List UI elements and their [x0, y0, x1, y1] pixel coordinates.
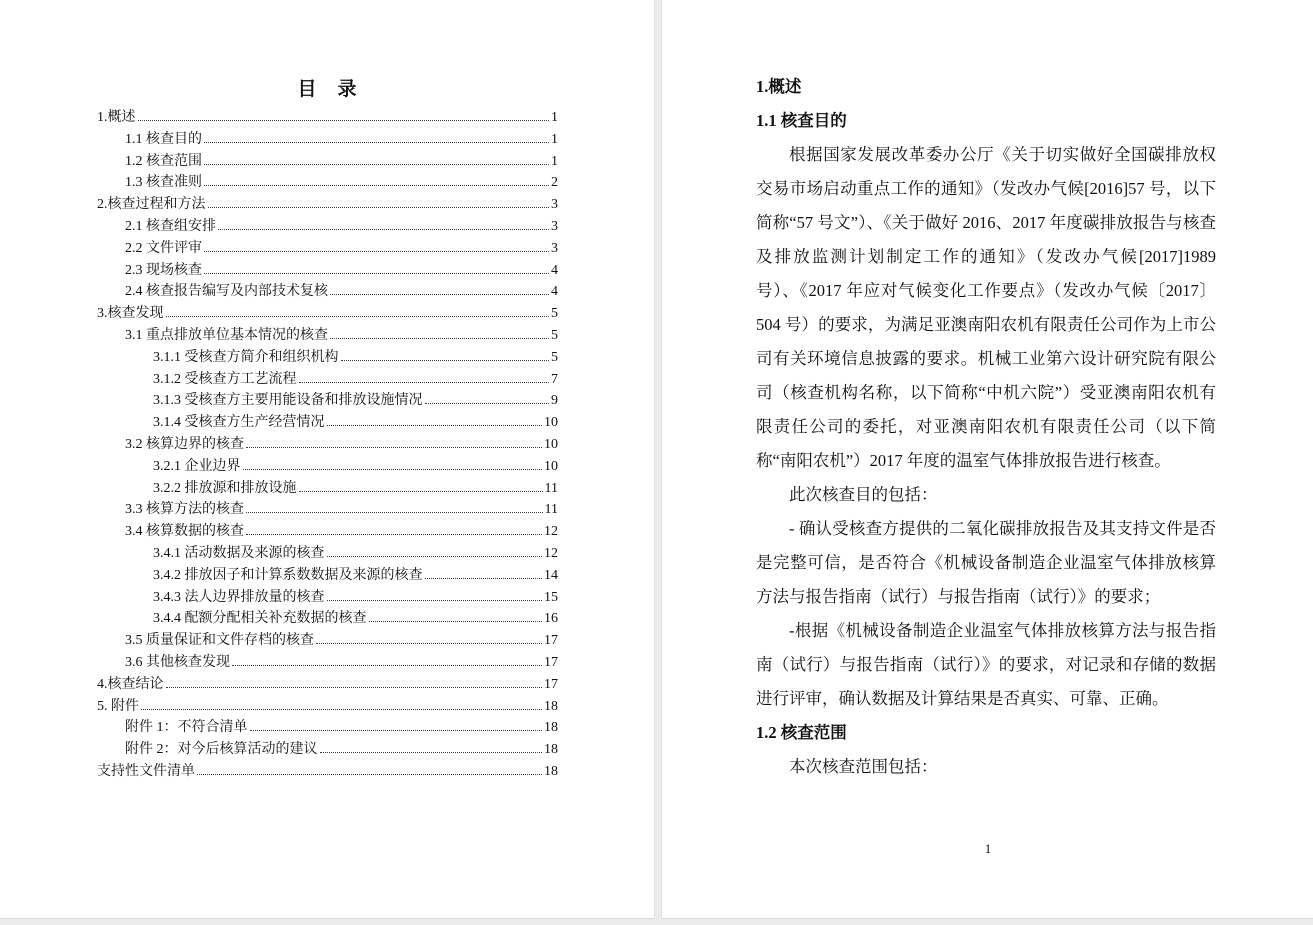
toc-dot-leader: [327, 425, 543, 426]
toc-dot-leader: [341, 360, 550, 361]
toc-dot-leader: [425, 403, 550, 404]
toc-entry-label: 3.1.3 受核查方主要用能设备和排放设施情况: [153, 393, 423, 409]
toc-entry-label: 3.核查发现: [97, 306, 164, 322]
toc-dot-leader: [369, 621, 543, 622]
toc-entry[interactable]: [97, 717, 558, 739]
table-of-contents: [97, 78, 558, 783]
toc-entry-label: 附件 2：对今后核算活动的建议: [125, 742, 318, 758]
page-number-footer: 1: [984, 841, 992, 856]
toc-dot-leader: [246, 512, 543, 513]
toc-dot-leader: [141, 709, 542, 710]
toc-dot-leader: [138, 120, 550, 121]
toc-list: [97, 107, 558, 783]
toc-entry[interactable]: [97, 521, 558, 543]
toc-entry-page: 3: [551, 240, 558, 256]
toc-entry-label: 3.1 重点排放单位基本情况的核查: [125, 327, 328, 343]
toc-entry[interactable]: [97, 412, 558, 434]
toc-dot-leader: [204, 142, 549, 143]
toc-entry-label: 3.4.1 活动数据及来源的核查: [153, 545, 325, 561]
toc-entry-label: 3.4.4 配额分配相关补充数据的核查: [153, 611, 367, 627]
toc-entry-page: 18: [544, 763, 558, 779]
toc-entry-label: 2.2 文件评审: [125, 240, 202, 256]
toc-entry[interactable]: [97, 260, 558, 282]
toc-entry[interactable]: [97, 674, 558, 696]
toc-dot-leader: [208, 207, 550, 208]
toc-dot-leader: [327, 556, 543, 557]
toc-entry-page: 1: [551, 153, 558, 169]
toc-entry-page: 12: [544, 524, 558, 540]
paragraph: 本次核查范围包括：: [789, 757, 938, 776]
toc-entry-page: 3: [551, 197, 558, 213]
toc-entry[interactable]: [97, 216, 558, 238]
toc-entry-label: 3.4 核算数据的核查: [125, 524, 244, 540]
toc-entry-label: 1.3 核查准则: [125, 175, 202, 191]
toc-dot-leader: [320, 752, 543, 753]
toc-entry-page: 9: [551, 393, 558, 409]
toc-entry-label: 3.4.2 排放因子和计算系数数据及来源的核查: [153, 567, 423, 583]
toc-entry-page: 10: [544, 458, 558, 474]
toc-entry-page: 17: [544, 654, 558, 670]
toc-entry-page: 17: [544, 633, 558, 649]
toc-entry-page: 15: [544, 589, 558, 605]
toc-dot-leader: [299, 382, 550, 383]
toc-entry[interactable]: [97, 281, 558, 303]
toc-dot-leader: [299, 491, 543, 492]
toc-entry-page: 10: [544, 415, 558, 431]
toc-dot-leader: [330, 338, 549, 339]
toc-entry-page: 10: [544, 436, 558, 452]
paragraph: 此次核查目的包括：: [789, 485, 938, 504]
toc-entry-page: 18: [544, 720, 558, 736]
paragraph: 根据国家发展改革委办公厅《关于切实做好全国碳排放权交易市场启动重点工作的通知》（发改办气候[2016]57 号，以下简称“57 号文”）、《关于做好 2016、2017 年度碳排放报告与核查及排放监测计划制定工作的通知》（发改办气候[2017]1989 号）、《2017 年应对气候变化工作要点》（发改办气候〔2017〕504 号）的要求，为满足亚澳南阳农机有限责任公司作为上市公司有关环境信息披露的要求。机械工业第六设计研究院有限公司（核查机构名称，以下简称“中机六院”）受亚澳南阳农机有限责任公司的委托，对亚澳南阳农机有限责任公司（以下简称“南阳农机”）2017 年度的温室气体排放报告进行核查。: [756, 145, 1216, 470]
toc-dot-leader: [316, 643, 542, 644]
toc-entry[interactable]: [97, 390, 558, 412]
toc-dot-leader: [243, 469, 543, 470]
toc-entry[interactable]: [97, 194, 558, 216]
toc-entry-page: 1: [551, 131, 558, 147]
toc-entry-page: 16: [544, 611, 558, 627]
toc-dot-leader: [246, 534, 542, 535]
toc-dot-leader: [166, 316, 550, 317]
toc-entry-label: 3.1.2 受核查方工艺流程: [153, 371, 297, 387]
toc-entry-page: 11: [544, 502, 558, 518]
toc-entry-page: 14: [544, 567, 558, 583]
toc-entry[interactable]: [97, 499, 558, 521]
toc-title: 目 录: [297, 79, 358, 100]
toc-entry[interactable]: [97, 172, 558, 194]
toc-entry-label: 3.4.3 法人边界排放量的核查: [153, 589, 325, 605]
toc-entry-page: 5: [551, 327, 558, 343]
toc-entry-label: 3.1.1 受核查方简介和组织机构: [153, 349, 339, 365]
toc-entry-page: 4: [551, 262, 558, 278]
paragraph: -根据《机械设备制造企业温室气体排放核算方法与报告指南（试行）与报告指南（试行）》的要求，对记录和存储的数据进行评审，确认数据及计算结果是否真实、可靠、正确。: [756, 621, 1216, 708]
toc-entry-page: 12: [544, 545, 558, 561]
toc-dot-leader: [232, 665, 542, 666]
toc-page: [0, 0, 655, 919]
toc-entry[interactable]: [97, 630, 558, 652]
toc-entry-page: 3: [551, 218, 558, 234]
section-heading: 1.1 核查目的: [756, 111, 847, 130]
toc-entry-label: 1.概述: [97, 110, 136, 125]
toc-entry[interactable]: [97, 347, 558, 369]
toc-entry[interactable]: [97, 303, 558, 325]
toc-entry-label: 3.2.2 排放源和排放设施: [153, 480, 297, 496]
toc-entry-page: 5: [551, 349, 558, 365]
toc-entry-label: 3.2 核算边界的核查: [125, 436, 244, 452]
toc-dot-leader: [204, 164, 549, 165]
toc-entry-page: 1: [551, 110, 558, 125]
toc-entry-page: 4: [551, 284, 558, 300]
toc-dot-leader: [246, 447, 542, 448]
toc-entry-label: 5. 附件: [97, 698, 139, 714]
toc-dot-leader: [204, 273, 549, 274]
toc-entry-label: 1.1 核查目的: [125, 131, 202, 147]
toc-entry-page: 7: [551, 371, 558, 387]
toc-entry-label: 2.核查过程和方法: [97, 197, 206, 213]
toc-entry[interactable]: [97, 652, 558, 674]
toc-entry-page: 18: [544, 742, 558, 758]
toc-entry-label: 3.6 其他核查发现: [125, 654, 230, 670]
toc-entry-label: 支持性文件清单: [97, 763, 195, 779]
toc-entry[interactable]: [97, 325, 558, 347]
content-page: [661, 0, 1313, 919]
toc-entry-label: 2.3 现场核查: [125, 262, 202, 278]
toc-entry-label: 2.1 核查组安排: [125, 218, 216, 234]
toc-entry[interactable]: [97, 369, 558, 391]
toc-entry[interactable]: [97, 478, 558, 500]
toc-entry[interactable]: [97, 129, 558, 151]
toc-entry[interactable]: [97, 434, 558, 456]
toc-dot-leader: [197, 774, 542, 775]
document-body: [756, 70, 1216, 784]
toc-entry[interactable]: [97, 761, 558, 783]
toc-entry-page: 2: [551, 175, 558, 191]
toc-entry[interactable]: [97, 456, 558, 478]
toc-dot-leader: [327, 600, 543, 601]
toc-entry-page: 5: [551, 306, 558, 322]
toc-entry-label: 附件 1：不符合清单: [125, 720, 248, 736]
toc-entry-label: 3.3 核算方法的核查: [125, 502, 244, 518]
toc-entry-label: 1.2 核查范围: [125, 153, 202, 169]
toc-entry[interactable]: [97, 608, 558, 630]
toc-entry-label: 3.1.4 受核查方生产经营情况: [153, 415, 325, 431]
toc-entry-page: 18: [544, 698, 558, 714]
paragraph: - 确认受核查方提供的二氧化碳排放报告及其支持文件是否是完整可信，是否符合《机械设备制造企业温室气体排放核算方法与报告指南（试行）与报告指南（试行）》的要求；: [756, 519, 1216, 606]
toc-dot-leader: [250, 730, 543, 731]
toc-entry-label: 2.4 核查报告编写及内部技术复核: [125, 284, 328, 300]
toc-entry[interactable]: [97, 696, 558, 718]
toc-dot-leader: [218, 229, 549, 230]
toc-dot-leader: [204, 185, 549, 186]
toc-entry[interactable]: [97, 107, 558, 129]
section-heading: 1.2 核查范围: [756, 723, 847, 742]
toc-dot-leader: [425, 578, 543, 579]
toc-dot-leader: [166, 687, 543, 688]
toc-entry[interactable]: [97, 587, 558, 609]
toc-entry-page: 17: [544, 676, 558, 692]
toc-entry[interactable]: [97, 151, 558, 173]
toc-dot-leader: [330, 294, 549, 295]
toc-entry-label: 3.2.1 企业边界: [153, 458, 241, 474]
toc-dot-leader: [204, 251, 549, 252]
toc-entry[interactable]: [97, 565, 558, 587]
section-heading: 1.概述: [756, 77, 802, 96]
toc-entry[interactable]: [97, 543, 558, 565]
toc-entry-page: 11: [544, 480, 558, 496]
toc-entry-label: 3.5 质量保证和文件存档的核查: [125, 633, 314, 649]
toc-entry-label: 4.核查结论: [97, 676, 164, 692]
toc-entry[interactable]: [97, 739, 558, 761]
toc-entry[interactable]: [97, 238, 558, 260]
